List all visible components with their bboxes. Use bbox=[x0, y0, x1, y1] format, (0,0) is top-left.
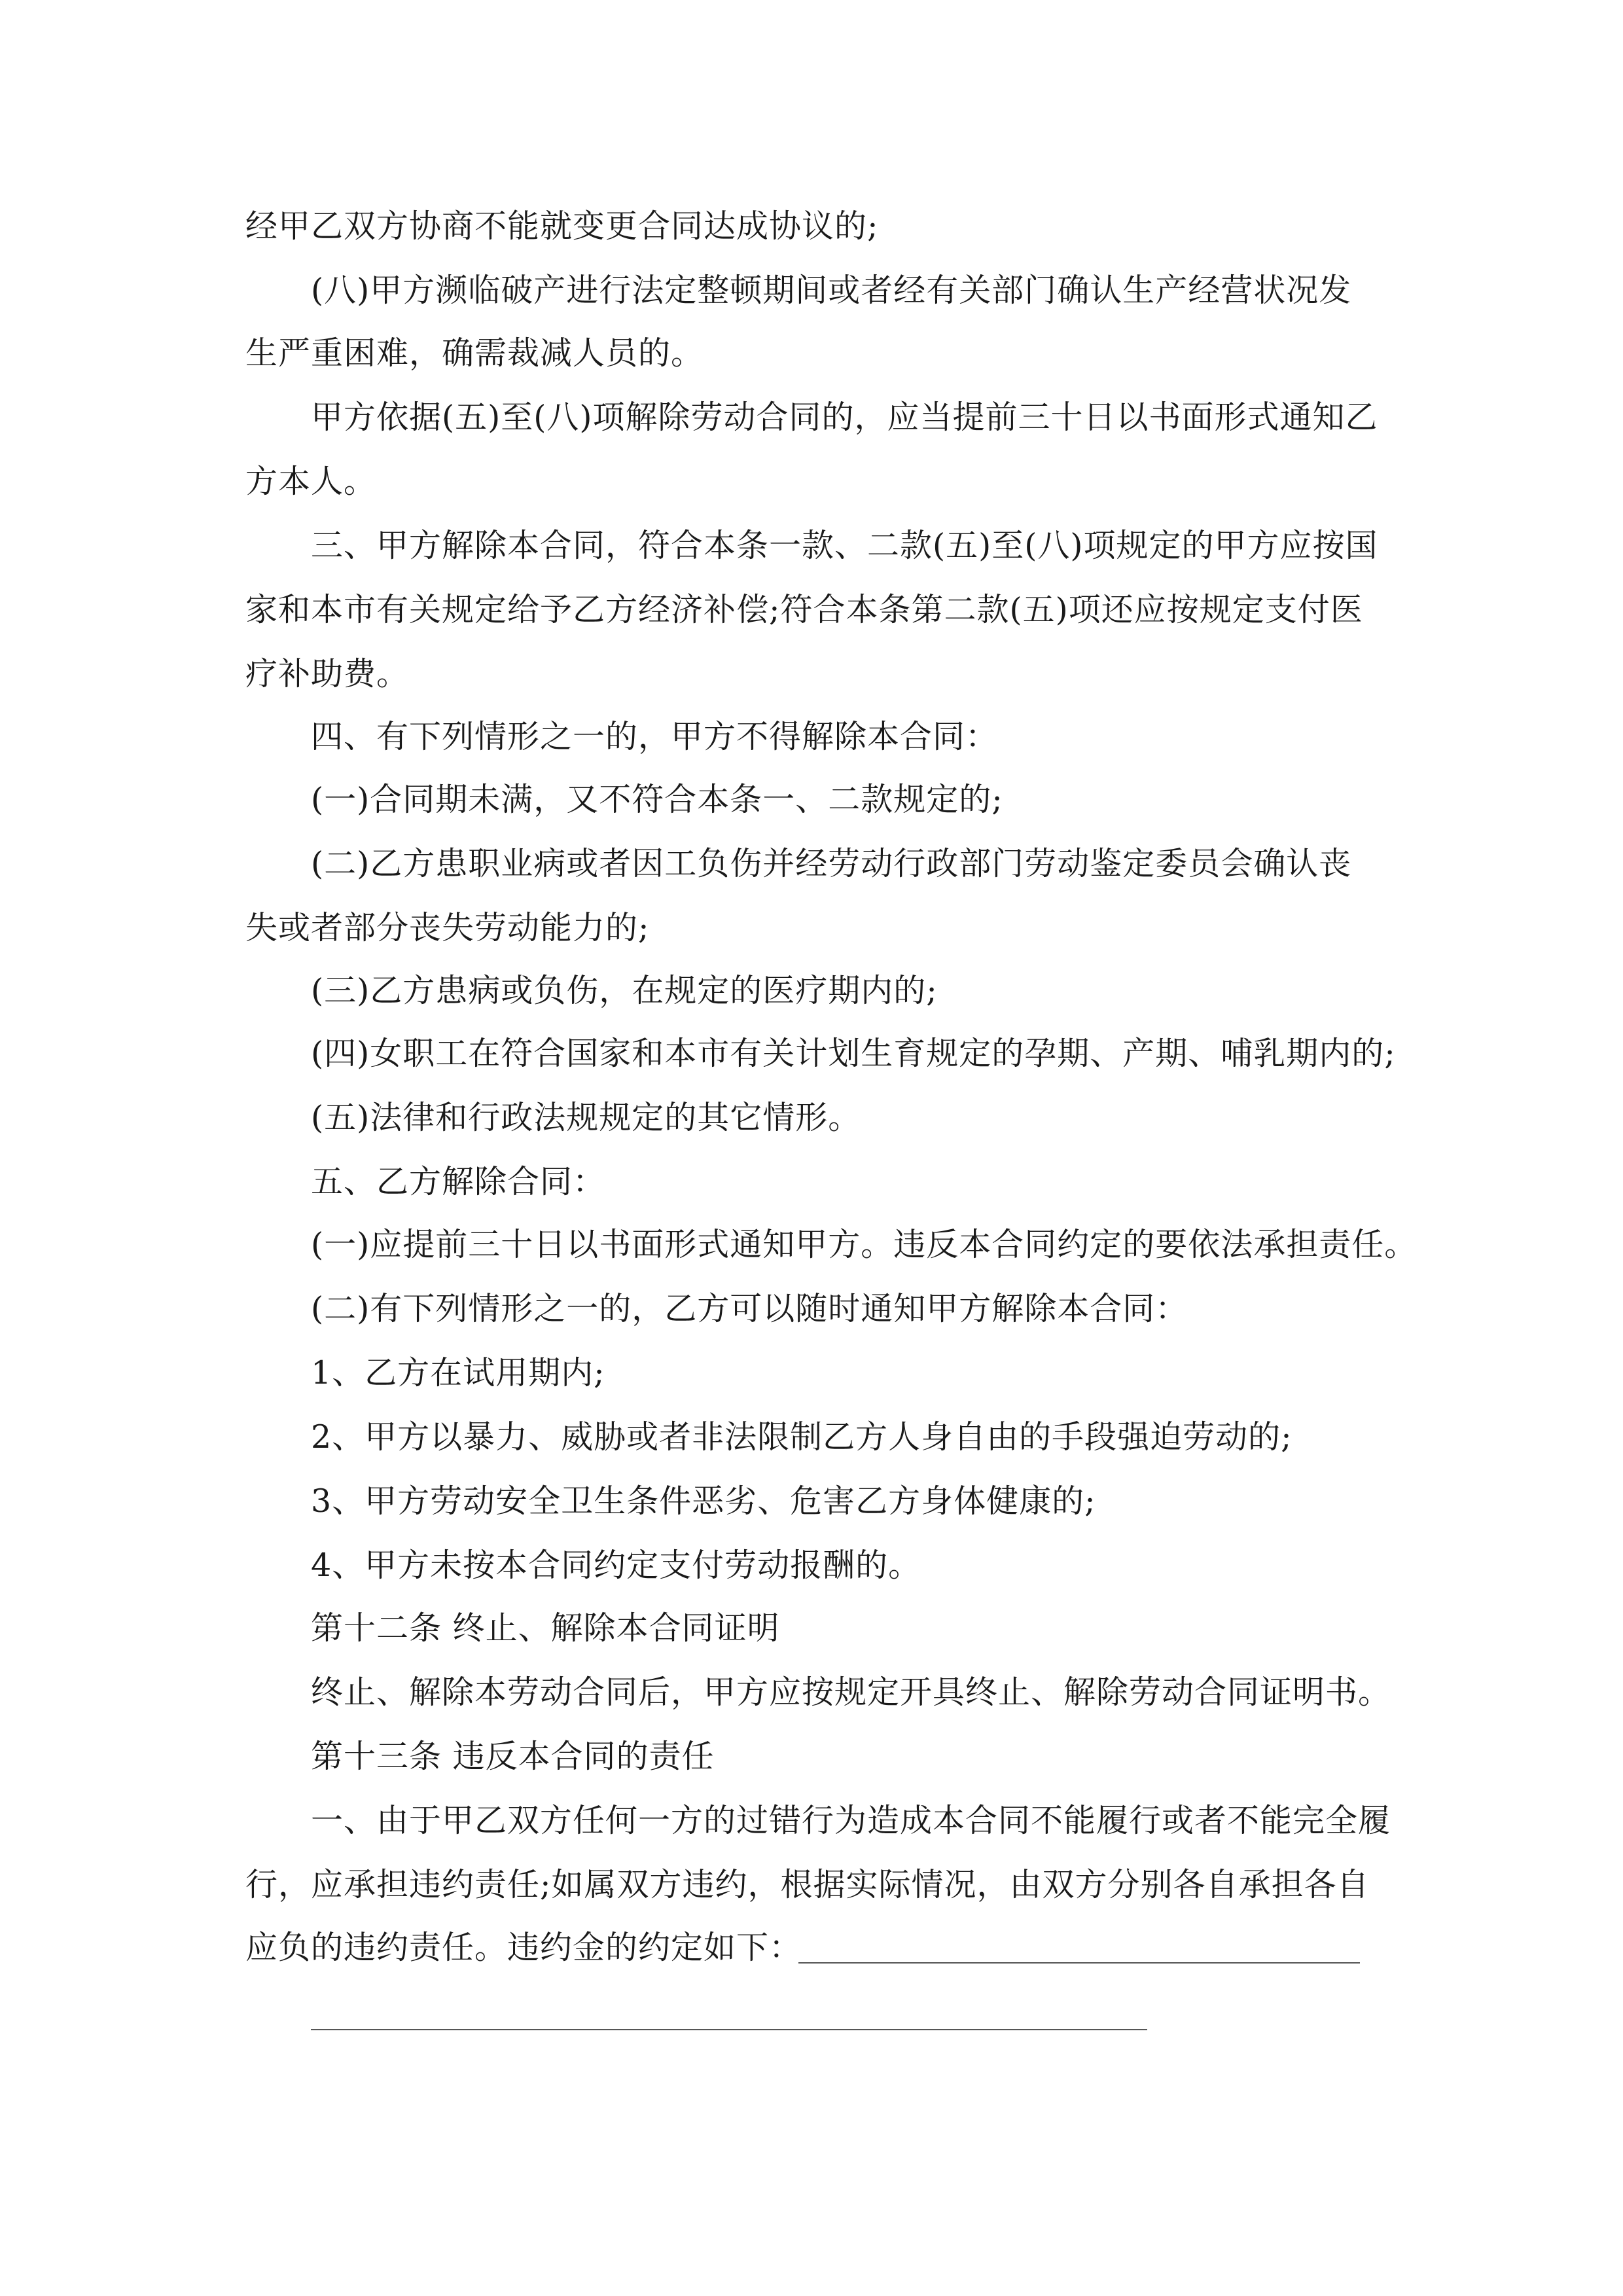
text-line: 失或者部分丧失劳动能力的; bbox=[245, 909, 650, 946]
text-line: 行，应承担违约责任;如属双方违约，根据实际情况，由双方分别各自承担各自 bbox=[245, 1866, 1370, 1903]
text-line: (一)应提前三十日以书面形式通知甲方。违反本合同约定的要依法承担责任。 bbox=[311, 1226, 1418, 1263]
text-line: 甲方依据(五)至(八)项解除劳动合同的，应当提前三十日以书面形式通知乙 bbox=[311, 399, 1378, 436]
penalty-blank-line bbox=[798, 1962, 1360, 1964]
text-line: (一)合同期未满，又不符合本条一、二款规定的; bbox=[311, 781, 1003, 818]
text-line: 4、甲方未按本合同约定支付劳动报酬的。 bbox=[311, 1547, 921, 1584]
text-line: 方本人。 bbox=[245, 463, 377, 500]
text-line: 1、乙方在试用期内; bbox=[311, 1354, 605, 1391]
text-line: 疗补助费。 bbox=[245, 655, 410, 692]
section-heading: 第十三条 违反本合同的责任 bbox=[311, 1738, 715, 1775]
text-line: 家和本市有关规定给予乙方经济补偿;符合本条第二款(五)项还应按规定支付医 bbox=[245, 591, 1363, 628]
text-line: 四、有下列情形之一的，甲方不得解除本合同： bbox=[311, 718, 999, 755]
text-line: (五)法律和行政法规规定的其它情形。 bbox=[311, 1099, 861, 1136]
text-line: (八)甲方濒临破产进行法定整顿期间或者经有关部门确认生产经营状况发 bbox=[311, 272, 1352, 309]
text-line: 应负的违约责任。违约金的约定如下： bbox=[245, 1929, 802, 1966]
text-line: 3、甲方劳动安全卫生条件恶劣、危害乙方身体健康的; bbox=[311, 1482, 1096, 1520]
text-line: 终止、解除本劳动合同后，甲方应按规定开具终止、解除劳动合同证明书。 bbox=[311, 1674, 1391, 1711]
text-line: 一、由于甲乙双方任何一方的过错行为造成本合同不能履行或者不能完全履 bbox=[311, 1802, 1391, 1839]
section-heading: 第十二条 终止、解除本合同证明 bbox=[311, 1609, 780, 1647]
text-line: (三)乙方患病或负伤，在规定的医疗期内的; bbox=[311, 972, 938, 1009]
text-line: (四)女职工在符合国家和本市有关计划生育规定的孕期、产期、哺乳期内的; bbox=[311, 1035, 1396, 1072]
text-line: (二)有下列情形之一的，乙方可以随时通知甲方解除本合同： bbox=[311, 1290, 1188, 1327]
text-line: 2、甲方以暴力、威胁或者非法限制乙方人身自由的手段强迫劳动的; bbox=[311, 1418, 1293, 1456]
text-line: 生严重困难，确需裁减人员的。 bbox=[245, 334, 704, 372]
text-line: 经甲乙双方协商不能就变更合同达成协议的; bbox=[245, 207, 879, 245]
text-line: 五、乙方解除合同： bbox=[311, 1163, 606, 1200]
text-line: 三、甲方解除本合同，符合本条一款、二款(五)至(八)项规定的甲方应按国 bbox=[311, 527, 1378, 564]
penalty-blank-line-2 bbox=[311, 2029, 1147, 2030]
text-line: (二)乙方患职业病或者因工负伤并经劳动行政部门劳动鉴定委员会确认丧 bbox=[311, 845, 1352, 882]
